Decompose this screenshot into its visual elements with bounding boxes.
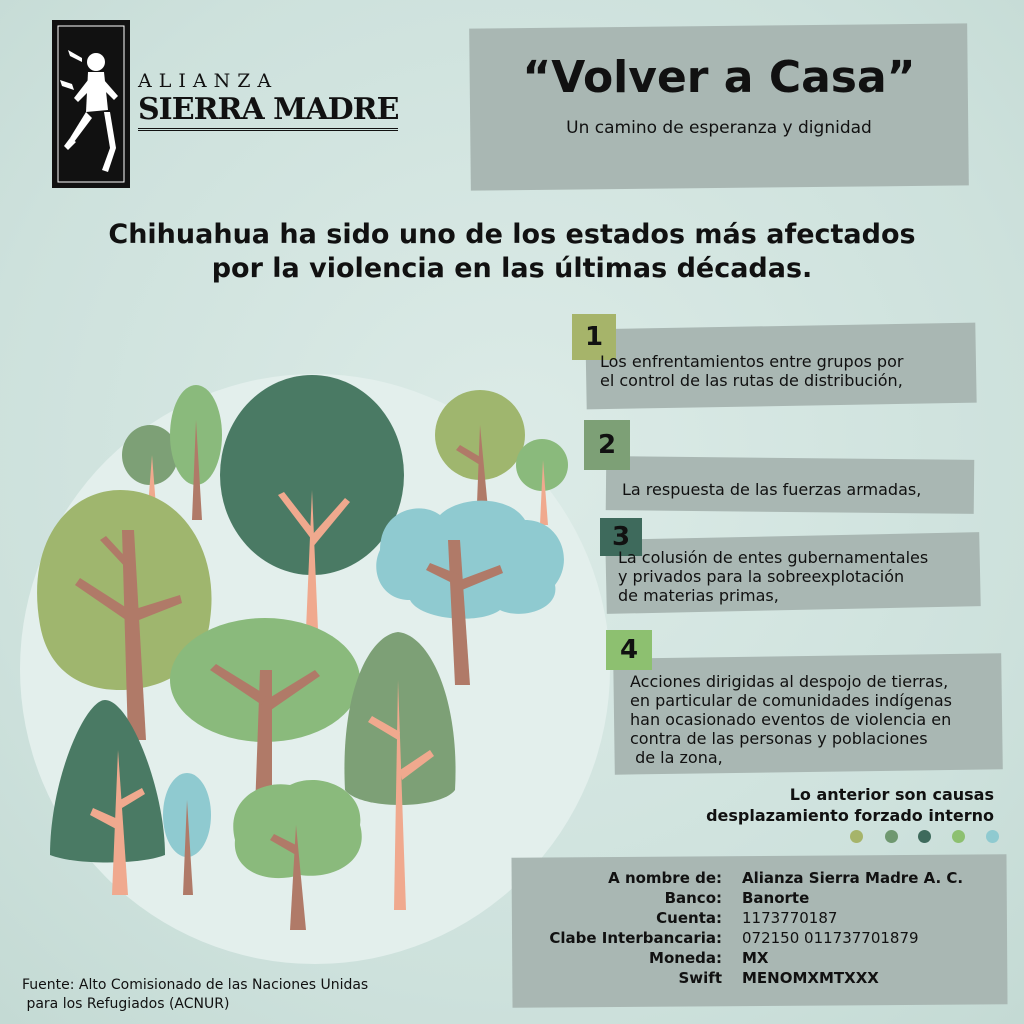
causes-line: desplazamiento forzado interno bbox=[706, 806, 994, 825]
item-text-line: y privados para la sobreexplotación bbox=[618, 567, 905, 586]
source-line: para los Refugiados (ACNUR) bbox=[22, 996, 230, 1012]
decor-dot bbox=[850, 830, 863, 843]
bank-value: Banorte bbox=[742, 889, 810, 907]
bank-value: MENOMXMTXXX bbox=[742, 969, 879, 987]
item-text-line: La colusión de entes gubernamentales bbox=[618, 548, 929, 567]
item-1-badge: 1 bbox=[572, 314, 616, 360]
decor-dot bbox=[885, 830, 898, 843]
bank-value: 072150 011737701879 bbox=[742, 929, 919, 947]
bank-row bbox=[512, 908, 992, 928]
tree-icon bbox=[344, 632, 455, 910]
item-3-badge: 3 bbox=[600, 518, 642, 556]
page-subtitle: Un camino de esperanza y dignidad bbox=[566, 118, 872, 138]
page-title: “Volver a Casa” bbox=[522, 52, 916, 103]
item-text-line: Acciones dirigidas al despojo de tierras, bbox=[630, 672, 949, 691]
bank-label: Banco: bbox=[664, 889, 722, 907]
decor-dot bbox=[918, 830, 931, 843]
causes-line: Lo anterior son causas bbox=[789, 785, 994, 804]
source-note bbox=[22, 976, 442, 1014]
tree-icon bbox=[50, 700, 165, 895]
item-text-line: el control de las rutas de distribución, bbox=[600, 371, 903, 390]
item-1-text bbox=[600, 352, 970, 390]
headline-line: por la violencia en las últimas décadas. bbox=[211, 253, 813, 284]
bank-row bbox=[512, 868, 992, 888]
causes-note bbox=[640, 784, 994, 826]
bank-label: A nombre de: bbox=[608, 869, 722, 887]
bank-row bbox=[512, 948, 992, 968]
bank-row bbox=[512, 928, 992, 948]
item-text-line: de la zona, bbox=[630, 748, 723, 767]
tree-icon bbox=[220, 375, 404, 630]
bank-label: Clabe Interbancaria: bbox=[549, 929, 722, 947]
tree-icon bbox=[163, 773, 211, 895]
bank-value: MX bbox=[742, 949, 769, 967]
item-text-line: Los enfrentamientos entre grupos por bbox=[600, 352, 904, 371]
decor-dot bbox=[952, 830, 965, 843]
bank-label: Moneda: bbox=[649, 949, 722, 967]
bank-row bbox=[512, 968, 992, 988]
source-line: Fuente: Alto Comisionado de las Naciones Unidas bbox=[22, 977, 369, 993]
bank-value: 1173770187 bbox=[742, 909, 838, 927]
headline bbox=[40, 218, 984, 286]
item-2-text bbox=[622, 480, 962, 499]
bank-label: Cuenta: bbox=[656, 909, 722, 927]
item-4-badge: 4 bbox=[606, 630, 652, 670]
item-text-line: contra de las personas y poblaciones bbox=[630, 729, 928, 748]
item-text-line: han ocasionado eventos de violencia en bbox=[630, 710, 952, 729]
item-text-line: en particular de comunidades indígenas bbox=[630, 691, 953, 710]
item-4-text bbox=[630, 672, 994, 767]
forest-illustration bbox=[0, 370, 620, 930]
bank-value: Alianza Sierra Madre A. C. bbox=[742, 869, 964, 887]
item-3-text bbox=[618, 548, 978, 605]
item-text-line: de materias primas, bbox=[618, 586, 779, 605]
tree-icon bbox=[233, 780, 361, 930]
bank-row bbox=[512, 888, 992, 908]
bank-label: Swift bbox=[678, 969, 722, 987]
item-text-line: La respuesta de las fuerzas armadas, bbox=[622, 480, 922, 499]
logo-text-alianza: ALIANZA bbox=[138, 70, 279, 92]
headline-line: Chihuahua ha sido uno de los estados más afectados bbox=[108, 219, 916, 250]
logo-text-sierra-madre: SIERRA MADRE bbox=[138, 92, 398, 131]
decor-dot bbox=[986, 830, 999, 843]
title-panel bbox=[469, 23, 969, 190]
item-2-badge: 2 bbox=[584, 420, 630, 470]
logo-emblem bbox=[52, 20, 130, 188]
